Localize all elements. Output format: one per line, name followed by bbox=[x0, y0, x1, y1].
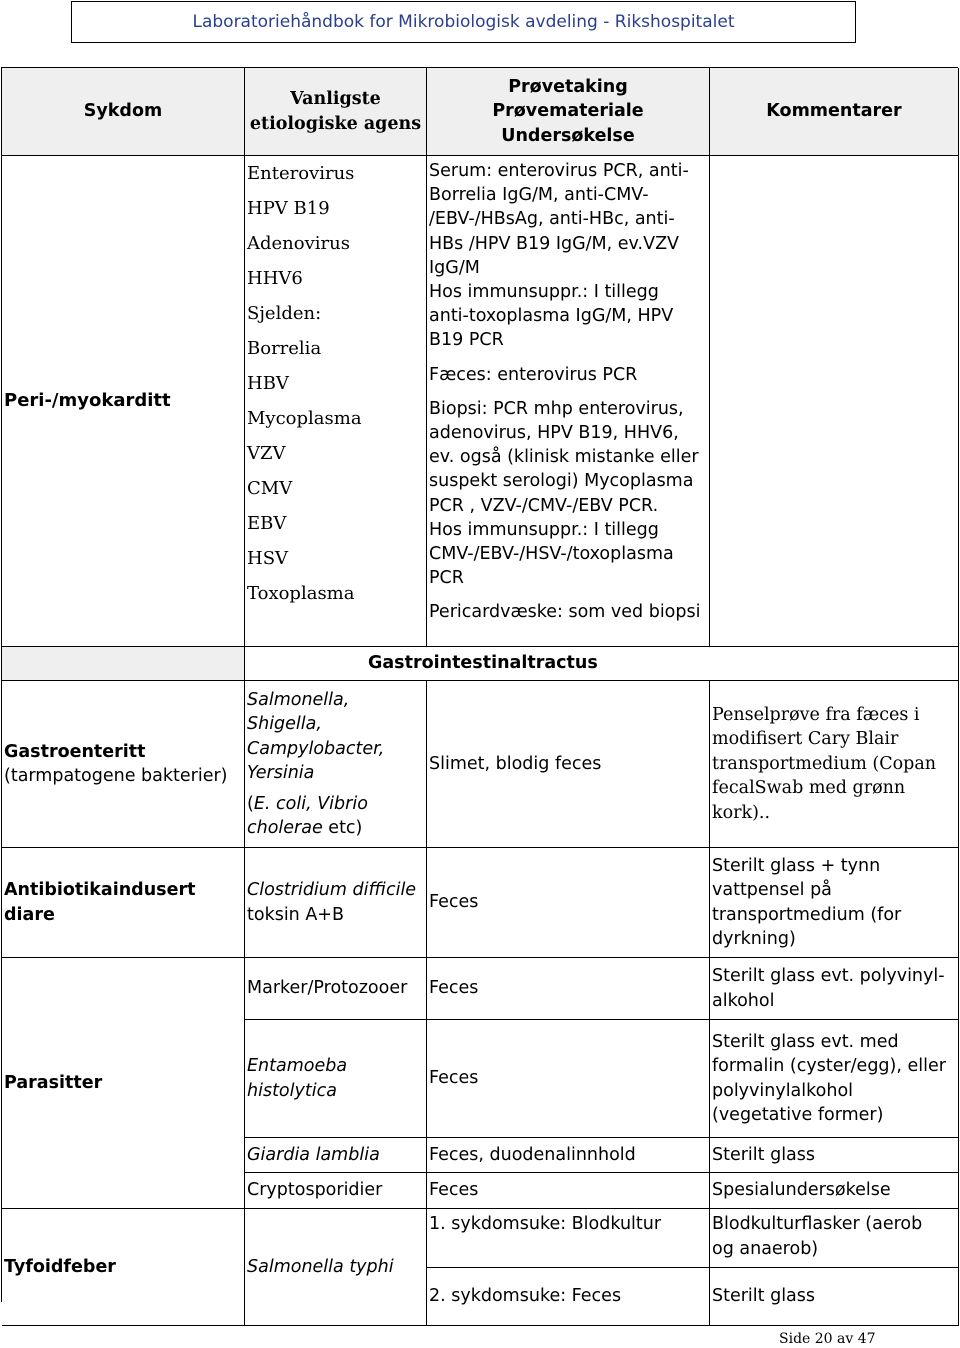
comment-line: Sterilt glass bbox=[712, 1286, 816, 1307]
comment-line: dyrkning) bbox=[712, 929, 796, 949]
agent-item: Cryptosporidier bbox=[247, 1180, 383, 1201]
sample-line: /EBV-/HBsAg, anti-HBc, anti- bbox=[429, 209, 675, 230]
section-title bbox=[245, 647, 959, 681]
page-number: Side 20 av 47 bbox=[779, 1331, 876, 1347]
comment-line: Spesialundersøkelse bbox=[712, 1180, 891, 1201]
sample-line: 2. sykdomsuke: Feces bbox=[429, 1286, 622, 1307]
agent-item: Borrelia bbox=[247, 338, 322, 359]
comment-line: Blodkulturflasker (aerob bbox=[712, 1214, 923, 1234]
agents-cell bbox=[245, 156, 427, 647]
col-header-agens bbox=[245, 68, 427, 156]
agent-item: HSV bbox=[247, 548, 289, 569]
sample-line: Hos immunsuppr.: I tillegg bbox=[429, 519, 659, 540]
comment-line: Penselprøve fra fæces i bbox=[712, 704, 920, 725]
document-header: Laboratoriehåndbok for Mikrobiologisk avdeling - Rikshospitalet bbox=[71, 1, 856, 43]
sample-line: Feces bbox=[429, 892, 479, 913]
col-header-kommentarer bbox=[710, 68, 959, 156]
sample-line: Feces bbox=[429, 978, 479, 999]
col-header-label: Vanligste bbox=[290, 89, 381, 109]
agents-cell bbox=[245, 848, 427, 958]
disease-cell bbox=[2, 848, 245, 958]
comment-line: transportmedium (Copan bbox=[712, 753, 937, 774]
agent-item: Enterovirus bbox=[247, 163, 355, 184]
agent-item: Giardia lamblia bbox=[247, 1144, 380, 1165]
agent-item: Sjelden: bbox=[247, 303, 322, 324]
disease-label: Parasitter bbox=[4, 1072, 103, 1093]
comment-line: (vegetative former) bbox=[712, 1105, 884, 1125]
agent-item: etc) bbox=[322, 818, 363, 838]
comment-line: formalin (cyster/egg), eller bbox=[712, 1056, 946, 1076]
disease-label: Tyfoidfeber bbox=[4, 1256, 116, 1277]
sample-cell bbox=[427, 1020, 710, 1138]
col-header-label: Prøvemateriale bbox=[492, 101, 644, 122]
agent-item: Marker/Protozooer bbox=[247, 978, 408, 999]
comment-cell bbox=[710, 848, 959, 958]
agent-item: Adenovirus bbox=[247, 233, 350, 254]
section-band-left bbox=[2, 647, 245, 681]
agent-item: cholerae bbox=[247, 818, 323, 838]
sample-cell bbox=[427, 1268, 710, 1326]
agent-item: Yersinia bbox=[247, 763, 315, 783]
comment-cell bbox=[710, 1020, 959, 1138]
agent-item: E. coli, Vibrio bbox=[253, 793, 368, 814]
sample-line: adenovirus, HPV B19, HHV6, bbox=[429, 423, 679, 444]
disease-cell bbox=[2, 681, 245, 848]
agent-item: Shigella, bbox=[247, 714, 322, 734]
agent-item: histolytica bbox=[247, 1080, 337, 1101]
comment-cell bbox=[710, 156, 959, 647]
disease-cell bbox=[2, 958, 245, 1209]
agents-cell bbox=[245, 1138, 427, 1173]
comment-cell bbox=[710, 1138, 959, 1173]
col-header-label: Kommentarer bbox=[766, 101, 902, 122]
agent-item: HBV bbox=[247, 373, 289, 394]
sample-line: Hos immunsuppr.: I tillegg bbox=[429, 282, 659, 303]
sample-cell bbox=[427, 848, 710, 958]
sample-line: PCR bbox=[429, 568, 464, 589]
sample-line: Slimet, blodig feces bbox=[429, 753, 602, 774]
agent-item: Salmonella typhi bbox=[247, 1256, 394, 1277]
sample-line: Feces bbox=[429, 1068, 479, 1089]
sample-line: suspekt serologi) Mycoplasma bbox=[429, 471, 694, 492]
agent-item: Campylobacter, bbox=[247, 738, 385, 759]
comment-line: Sterilt glass bbox=[712, 1144, 816, 1165]
agents-cell bbox=[245, 681, 427, 848]
comment-line: fecalSwab med grønn kork).. bbox=[712, 778, 906, 823]
agent-item: Toxoplasma bbox=[247, 583, 355, 604]
sample-line: 1. sykdomsuke: Blodkultur bbox=[429, 1214, 662, 1234]
agents-cell bbox=[245, 958, 427, 1020]
lab-handbook-table bbox=[1, 67, 958, 1307]
agent-item: EBV bbox=[247, 513, 287, 534]
sample-line: CMV-/EBV-/HSV-/toxoplasma bbox=[429, 544, 674, 565]
agent-item: Clostridium difficile bbox=[247, 880, 417, 900]
agent-item: Salmonella, bbox=[247, 689, 350, 710]
section-title-label: Gastrointestinaltractus bbox=[368, 653, 598, 674]
comment-line: transportmedium (for bbox=[712, 904, 902, 925]
sample-cell bbox=[427, 1173, 710, 1209]
sample-line: Feces bbox=[429, 1180, 479, 1201]
sample-cell bbox=[427, 156, 710, 647]
agents-cell bbox=[245, 1020, 427, 1138]
sample-line: Serum: enterovirus PCR, anti- bbox=[429, 161, 689, 181]
comment-line: Sterilt glass evt. med bbox=[712, 1031, 899, 1052]
agent-item: VZV bbox=[247, 443, 286, 464]
col-header-label: Prøvetaking bbox=[508, 76, 628, 97]
col-header-label: etiologiske agens bbox=[249, 113, 422, 134]
agent-item: toksin A+B bbox=[247, 904, 344, 925]
agent-item: ( bbox=[247, 793, 254, 814]
comment-cell bbox=[710, 1268, 959, 1326]
col-header-provetaking bbox=[427, 68, 710, 156]
comment-cell bbox=[710, 958, 959, 1020]
comment-cell bbox=[710, 681, 959, 848]
sample-line: Borrelia IgG/M, anti-CMV- bbox=[429, 185, 649, 206]
comment-line: polyvinylalkohol bbox=[712, 1080, 854, 1101]
agent-item: Entamoeba bbox=[247, 1056, 348, 1076]
sample-cell bbox=[427, 1138, 710, 1173]
agents-cell bbox=[245, 1173, 427, 1209]
comment-line: vattpensel på bbox=[712, 880, 832, 900]
sample-cell bbox=[427, 681, 710, 848]
sample-line: anti-toxoplasma IgG/M, HPV bbox=[429, 306, 674, 327]
sample-line: Fæces: enterovirus PCR bbox=[429, 364, 638, 385]
agent-item: CMV bbox=[247, 478, 293, 499]
comment-line: Sterilt glass evt. polyvinyl- bbox=[712, 966, 945, 986]
sample-line: ev. også (klinisk mistanke eller bbox=[429, 447, 699, 468]
comment-line: Sterilt glass + tynn bbox=[712, 855, 881, 876]
disease-label: (tarmpatogene bakterier) bbox=[4, 766, 228, 786]
comment-line: og anaerob) bbox=[712, 1238, 819, 1259]
sample-cell bbox=[427, 1209, 710, 1268]
disease-label: Antibiotikaindusert bbox=[4, 880, 196, 900]
comment-line: alkohol bbox=[712, 990, 775, 1011]
sample-line: HBs /HPV B19 IgG/M, ev.VZV bbox=[429, 233, 680, 254]
sample-line: B19 PCR bbox=[429, 330, 504, 351]
col-header-label: Undersøkelse bbox=[501, 125, 635, 146]
agent-item: HPV B19 bbox=[247, 198, 330, 219]
sample-line: Feces, duodenalinnhold bbox=[429, 1144, 636, 1165]
comment-cell bbox=[710, 1173, 959, 1209]
comment-line: modifisert Cary Blair bbox=[712, 729, 899, 750]
disease-label: diare bbox=[4, 904, 55, 925]
sample-line: Biopsi: PCR mhp enterovirus, bbox=[429, 398, 684, 419]
comment-cell bbox=[710, 1209, 959, 1268]
agents-cell bbox=[245, 1209, 427, 1326]
sample-line: Pericardvæske: som ved biopsi bbox=[429, 602, 701, 623]
col-header-label: Sykdom bbox=[83, 101, 163, 122]
col-header-sykdom bbox=[2, 68, 245, 156]
sample-line: PCR , VZV-/CMV-/EBV PCR. bbox=[429, 495, 659, 516]
disease-cell bbox=[2, 1209, 245, 1326]
agent-item: HHV6 bbox=[247, 268, 303, 289]
sample-cell bbox=[427, 958, 710, 1020]
sample-line: IgG/M bbox=[429, 257, 480, 278]
agent-item: Mycoplasma bbox=[247, 408, 362, 429]
disease-label: Peri-/myokarditt bbox=[4, 389, 171, 411]
disease-label: Gastroenteritt bbox=[4, 741, 146, 762]
disease-cell bbox=[2, 156, 245, 647]
